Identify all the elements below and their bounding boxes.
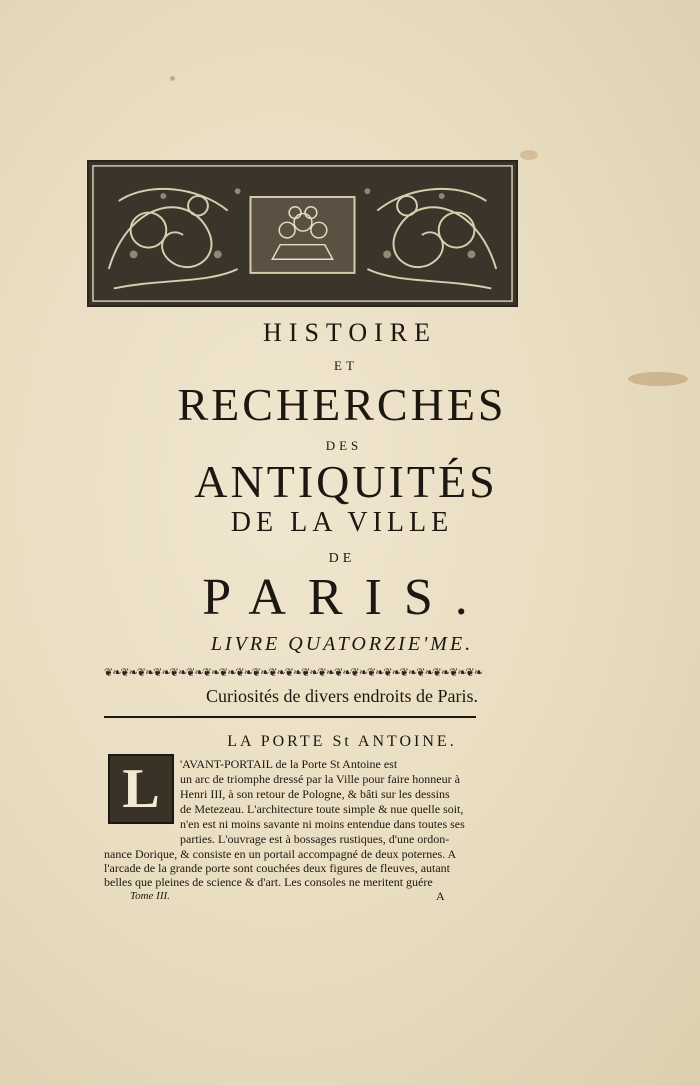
section-heading: Curiosités de divers endroits de Paris.: [206, 686, 478, 706]
title-line-recherches: RECHERCHES: [177, 379, 507, 430]
title-line-histoire: HISTOIRE: [263, 318, 437, 347]
body-line: nance Dorique, & consiste en un portail accompagné de deux poternes. A: [104, 847, 457, 861]
body-line: n'en est ni moins savante ni moins entendue dans toutes ses: [180, 817, 465, 831]
signature-mark: A: [436, 889, 445, 903]
volume-label: Tome III.: [130, 890, 170, 902]
engraved-headpiece: [87, 160, 518, 307]
title-line-paris: PARIS.: [202, 569, 490, 626]
body-line: de Metezeau. L'architecture toute simple & nue quelle soit,: [180, 802, 464, 816]
title-line-antiquites: ANTIQUITÉS: [194, 456, 498, 507]
drop-cap: L: [108, 754, 174, 824]
body-line: belles que pleines de science & d'art. Les consoles ne meritent guére: [104, 875, 433, 889]
body-line: un arc de triomphe dressé par la Ville pour faire honneur à: [180, 772, 460, 786]
headpiece-ornament-icon: [89, 162, 516, 305]
body-line: 'AVANT-PORTAIL de la Porte St Antoine est: [180, 757, 398, 771]
subheading: LA PORTE St ANTOINE.: [227, 733, 457, 750]
title-line-des: DES: [325, 438, 363, 453]
body-line: l'arcade de la grande porte sont couchées deux figures de fleuves, autant: [104, 861, 451, 875]
paper-stain: [170, 76, 175, 81]
divider-rule: [104, 716, 476, 718]
title-line-de-la-ville: DE LA VILLE: [230, 507, 454, 538]
ornamental-border: ❦❧❦❧❦❧❦❧❦❧❦❧❦❧❦❧❦❧❦❧❦❧❦❧❦❧❦❧❦❧❦❧❦❧❦❧❦❧❦❧❦❧❦❧❦❧: [104, 666, 482, 679]
body-line: Henri III, à son retour de Pologne, & bâti sur les dessins: [180, 787, 450, 801]
paper-stain: [520, 150, 538, 160]
book-label: LIVRE QUATORZIE'ME.: [210, 633, 474, 655]
body-line: parties. L'ouvrage est à bossages rustiques, d'une ordon-: [180, 832, 450, 846]
title-line-de: DE: [328, 551, 356, 566]
title-line-et: ET: [334, 358, 358, 373]
